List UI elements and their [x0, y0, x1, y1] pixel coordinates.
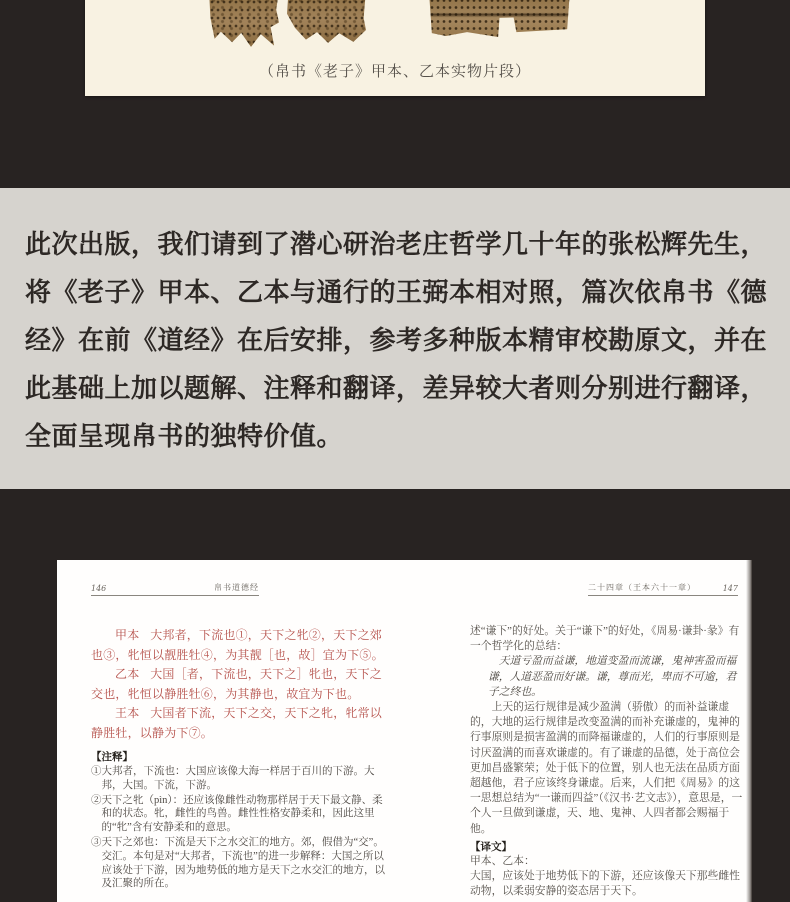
version-text: 大国者下流，天下之交，天下之牝，牝常以静胜牡，以静为下⑦。 — [91, 706, 383, 740]
notes-header: 【注释】 — [91, 752, 133, 763]
note-item: ①大邦者，下流也：大国应该像大海一样居于百川的下游。大邦，大国。下流，下游。 — [91, 766, 375, 791]
translation-header: 【译文】 — [470, 841, 512, 853]
version-label: 乙本 — [115, 667, 140, 681]
left-page-number: 146 — [91, 584, 107, 593]
note-item: ②天下之牝（pìn）：还应该像雌性动物那样居于天下最文静、柔和的状态。牝，雌性的鸟兽。雌性性格安静柔和，因此这里的“牝”含有安静柔和的意思。 — [91, 794, 383, 834]
version-label: 甲本 — [115, 628, 140, 642]
left-page-content — [91, 626, 393, 891]
version-text: 大国［者，下流也，天下之］牝也，天下之交也，牝恒以静胜牡⑥，为其静也，故宜为下也。 — [91, 667, 383, 701]
right-page-header — [588, 582, 738, 596]
version-text: 大邦者，下流也①，天下之牝②，天下之郊也③，牝恒以靓胜牡④，为其靓［也，故］宜为下⑤。 — [91, 628, 384, 662]
left-book-page — [91, 582, 393, 891]
intro-line: 将《老子》甲本、乙本与通行的王弼本相对照，篇次依帛书《德 — [25, 277, 768, 307]
page-edge-shadow — [746, 560, 752, 902]
book-spread-photo — [57, 560, 752, 902]
version-yiben — [91, 665, 393, 704]
left-running-title: 帛书道德经 — [214, 583, 259, 592]
right-running-title: 二十四章（王本六十一章） — [588, 583, 696, 592]
lead-paragraph: 述“谦下”的好处。关于“谦下”的好处，《周易·谦卦·彖》有一个哲学化的总结： — [470, 625, 740, 653]
intro-line: 全面呈现帛书的独特价值。 — [25, 421, 344, 451]
zhouyi-quote-block: 天道亏盈而益谦，地道变盈而流谦，鬼神害盈而福谦，人道恶盈而好谦。谦，尊而光，卑而不可逾，君子之终也。 — [488, 655, 737, 698]
photo-caption: （帛书《老子》甲本、乙本实物片段） — [258, 64, 531, 80]
version-label: 王本 — [115, 706, 140, 720]
original-text-block — [91, 626, 393, 743]
version-wangben — [91, 704, 393, 743]
right-book-page — [470, 582, 750, 899]
intro-line: 此次出版，我们请到了潜心研治老庄哲学几十年的张松辉先生， — [25, 229, 768, 259]
left-page-header — [91, 582, 259, 596]
intro-line: 此基础上加以题解、注释和翻译，差异较大者则分别进行翻译， — [25, 373, 768, 403]
commentary-paragraph: 上天的运行规律是减少盈满（骄傲）的而补益谦虚的，大地的运行规律是改变盈满的而补充谦虚的，鬼神的行事原则是损害盈满的而降福谦虚的，人们的行事原则是讨厌盈满的而喜欢谦虚的。有了谦虚的品德，处于高位会更加昌盛繁荣；处于低下的位置，别人也无法在品质方面超越他，君子应该终身谦虚。后来，人们把《周易》的这一思想总结为“一谦而四益”（《汉书·艺文志》），意思是，一个人一旦做到谦虚，天、地、鬼神、人四者都会赐福于他。 — [470, 701, 743, 835]
manuscript-photo-panel — [85, 0, 705, 96]
translation-label: 甲本、乙本： — [470, 854, 535, 867]
note-item: ③天下之郊也：下流是天下之水交汇的地方。郊，假借为“交”。交汇。本句是对“大邦者，下流也”的进一步解释：大国之所以应该处于下游，因为地势低的地方是天下之水交汇的地方，以及汇聚的所在。 — [91, 836, 385, 890]
right-page-number: 147 — [722, 584, 738, 593]
right-page-content — [470, 624, 750, 899]
intro-section — [0, 188, 790, 489]
translation-text: 大国，应该处于地势低下的下游，还应该像天下那些雌性动物，以柔弱安静的姿态居于天下。 — [470, 870, 740, 898]
silk-fragment-image — [209, 0, 279, 48]
intro-line: 经》在前《道经》在后安排，参考多种版本精审校勘原文，并在 — [25, 325, 768, 355]
version-jiaben — [91, 626, 393, 665]
intro-paragraph — [0, 188, 790, 460]
silk-fragment-image — [429, 0, 570, 39]
silk-fragment-image — [287, 0, 366, 44]
